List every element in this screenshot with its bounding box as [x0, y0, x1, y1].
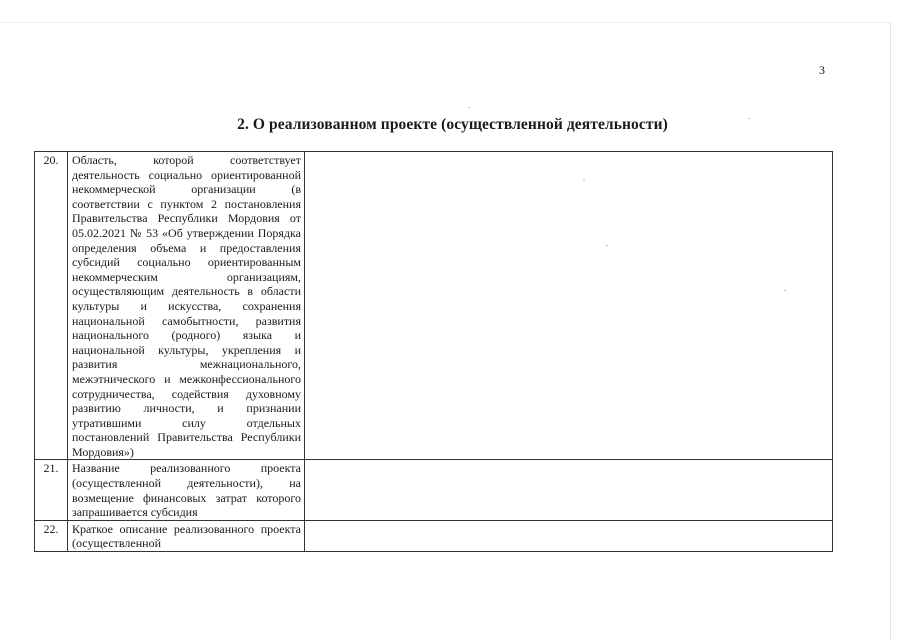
application-form-table: [34, 151, 833, 552]
row-description: Название реализованного проекта (осуществленной деятельности), на возмещение финансовых затрат которого запрашивается субсидия: [68, 460, 305, 520]
row-number: 21.: [35, 460, 68, 520]
scan-speck: [468, 107, 470, 108]
row-description: Краткое описание реализованного проекта (осуществленной: [68, 520, 305, 551]
table-row: [35, 460, 833, 520]
row-value-field[interactable]: [305, 460, 833, 520]
row-value-field[interactable]: [305, 520, 833, 551]
page-top-edge: [0, 22, 891, 23]
table-row: [35, 520, 833, 551]
scan-speck: [784, 290, 786, 291]
page-number: 3: [819, 63, 825, 77]
scan-speck: [606, 245, 608, 246]
row-number: 22.: [35, 520, 68, 551]
scan-speck: [748, 118, 750, 119]
row-value-field[interactable]: [305, 152, 833, 460]
section-title: 2. О реализованном проекте (осуществленной деятельности): [237, 116, 668, 133]
page-right-edge: [890, 22, 891, 640]
row-description: Область, которой соответствует деятельность социально ориентированной некоммерческой организации (в соответствии с пунктом 2 постановления Правительства Республики Мордовия от 05.02.2021 № 53 «Об утверждении Порядка определения объема и предоставления субсидий социально ориентированным некоммерческим организациям, осуществляющим деятельность в области культуры и искусства, сохранения национальной самобытности, развития национального (родного) языка и национальной культуры, укрепления и развития межнационального, межэтнического и межконфессионального сотрудничества, содействия духовному развитию личности, и признании утратившими силу отдельных постановлений Правительства Республики Мордовия»): [68, 152, 305, 460]
table-row: [35, 152, 833, 460]
scan-speck: [583, 180, 585, 181]
row-number: 20.: [35, 152, 68, 460]
